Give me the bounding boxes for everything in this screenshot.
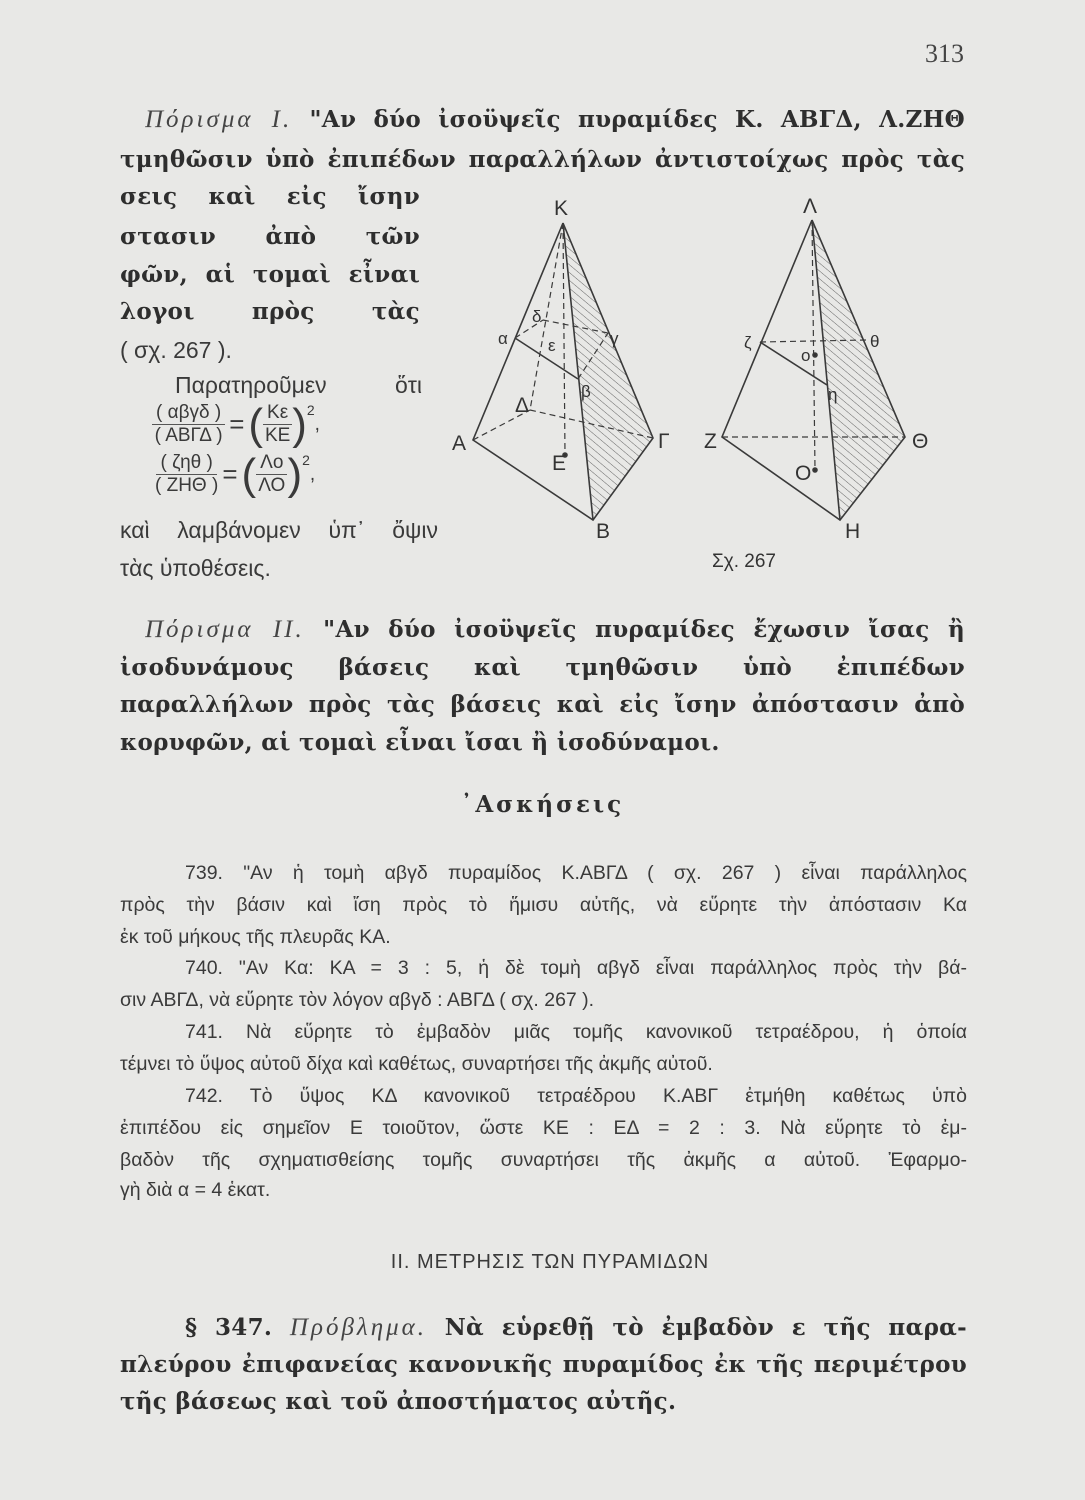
exercise-line: γὴ διὰ α = 4 ἑκατ. xyxy=(120,1179,271,1201)
hatched-face xyxy=(563,223,653,520)
label-K: Κ xyxy=(554,197,569,220)
exercise-line: ἐπιπέδου εἰς σημεῖον Ε τοιοῦτον, ὥστε ΚΕ : ΕΔ = 2 : 3. Νὰ εὕρητε τὸ ἐμ- xyxy=(120,1117,967,1139)
label-E: Ε xyxy=(552,452,567,475)
page-number: 313 xyxy=(925,39,964,68)
formula-1-rhs-den: ΚΕ xyxy=(264,425,291,446)
proof-line: τὰς ὑποθέσεις. xyxy=(120,555,271,581)
exercise-line: τέμνει τὸ ὕψος αὐτοῦ δίχα καὶ καθέτως, συναρτήσει τῆς ἀκμῆς αὐτοῦ. xyxy=(120,1053,713,1075)
label-L: Λ xyxy=(803,195,818,218)
label-g: γ xyxy=(610,329,619,348)
label-e: ε xyxy=(548,336,556,355)
equals: = xyxy=(222,459,238,489)
corollary-1-line xyxy=(145,102,965,138)
formula-2-lhs-den: ( ΖΗΘ ) xyxy=(155,475,219,496)
figure-caption: Σχ. 267 xyxy=(712,551,776,572)
figure-reference: ( σχ. 267 ). xyxy=(120,337,232,363)
proof-line: καὶ λαμβάνομεν ὑπ᾽ ὄψιν xyxy=(120,517,438,543)
section-heading: ΙΙ. ΜΕΤΡΗΣΙΣ ΤΩΝ ΠΥΡΑΜΙΔΩΝ xyxy=(390,1251,710,1273)
corollary-2-label: Πόρισμα II. xyxy=(145,616,305,643)
problem-label: Πρόβλημα. xyxy=(289,1314,428,1341)
formula-2-rhs-num: Λο xyxy=(256,452,287,475)
equals: = xyxy=(229,409,245,439)
problem-number: § 347. xyxy=(185,1314,273,1341)
label-z: ζ xyxy=(744,333,752,352)
exponent: 2 xyxy=(306,402,315,418)
label-O: Ο xyxy=(795,462,812,485)
label-b: β xyxy=(581,382,591,401)
label-A: Α xyxy=(452,432,467,455)
formula-1-lhs-den: ( ΑΒΓΔ ) xyxy=(154,425,223,446)
corollary-2-line: ἰσοδυνάμους βάσεις καὶ τμηθῶσιν ὑπὸ ἐπιπέδων xyxy=(120,654,965,681)
corollary-2-text: "Αν δύο ἰσοϋψεῖς πυραμίδες ἔχωσιν ἴσας ἢ xyxy=(323,616,965,643)
label-H: Η xyxy=(845,520,861,543)
problem-line: τῆς βάσεως καὶ τοῦ ἀποστήματος αὐτῆς. xyxy=(120,1388,677,1415)
exercise-line: βαδὸν τῆς σχηματισθείσης τομῆς συναρτήσει τῆς ἀκμῆς α αὐτοῦ. Ἐφαρμο- xyxy=(120,1149,967,1171)
formula-2-lhs-num: ( ζηθ ) xyxy=(156,452,216,475)
comma: , xyxy=(314,413,320,435)
exercise-line: πρὸς τὴν βάσιν καὶ ἴση πρὸς τὸ ἥμισυ αὐτῆς, νὰ εὕρητε τὴν ἀπόστασιν Κα xyxy=(120,894,967,916)
proof-that: ὅτι xyxy=(395,372,422,398)
proof-observe: Παρατηροῦμεν xyxy=(175,372,327,398)
label-a: α xyxy=(498,329,508,348)
formula-1-rhs-num: Κε xyxy=(263,402,292,425)
formula-2-rhs-den: ΛΟ xyxy=(258,475,286,496)
exercise-line: 740. "Αν Κα: ΚΑ = 3 : 5, ἡ δὲ τομὴ αβγδ εἶναι παράλληλος πρὸς τὴν βά- xyxy=(185,957,967,979)
exercise-line: σιν ΑΒΓΔ, νὰ εὕρητε τὸν λόγον αβγδ : ΑΒΓΔ ( σχ. 267 ). xyxy=(120,989,595,1011)
corollary-1-line: λογοι πρὸς τὰς xyxy=(120,298,420,325)
exponent: 2 xyxy=(302,452,310,468)
label-Z: Ζ xyxy=(704,430,717,453)
corollary-1-line: σεις καὶ εἰς ἴσην xyxy=(120,183,420,210)
exercises-title: ᾿Ασκήσεις xyxy=(460,791,625,818)
corollary-1-label: Πόρισμα I. xyxy=(145,106,293,133)
label-h: η xyxy=(828,385,838,404)
problem-line xyxy=(185,1310,967,1346)
label-D: Δ xyxy=(515,394,530,417)
label-Th: Θ xyxy=(912,430,929,453)
label-B: Β xyxy=(596,520,611,543)
problem-text: Νὰ εὑρεθῇ τὸ ἐμβαδὸν ε τῆς παρα- xyxy=(444,1314,967,1341)
corollary-1-line: στασιν ἀπὸ τῶν xyxy=(120,223,420,250)
formula-1: $\frac{\text{( αβγδ )}}{\text{( ΑΒΓΔ )}}$ = ( $\frac{K\varepsilon}{KE}$ ) 2 , xyxy=(152,402,320,447)
comma: , xyxy=(309,463,316,485)
formula-2: $\frac{\text{( ζηθ )}}{\text{( ΖΗΘ )}}$ = ( $\frac{\Lambda o}{\Lambda O}$ ) 2 , xyxy=(155,449,316,499)
formula-1-lhs-num: ( αβγδ ) xyxy=(152,402,225,425)
label-G: Γ xyxy=(658,430,670,453)
label-o: ο xyxy=(801,346,811,365)
corollary-2-line xyxy=(145,612,965,648)
corollary-1-text: "Αν δύο ἰσοϋψεῖς πυραμίδες Κ. ΑΒΓΔ, Λ.ΖΗΘ xyxy=(309,106,965,133)
label-d: δ xyxy=(532,307,542,326)
label-th: θ xyxy=(870,332,880,351)
corollary-1-line: τμηθῶσιν ὑπὸ ἐπιπέδων παραλλήλων ἀντιστοίχως πρὸς τὰς xyxy=(120,146,965,173)
exercise-line: 741. Νὰ εὕρητε τὸ ἐμβαδὸν μιᾶς τομῆς κανονικοῦ τετραέδρου, ἡ ὁποία xyxy=(185,1021,967,1043)
corollary-1-line: φῶν, αἱ τομαὶ εἶναι xyxy=(120,261,420,288)
corollary-2-line: κορυφῶν, αἱ τομαὶ εἶναι ἴσαι ἢ ἰσοδύναμοι. xyxy=(120,729,720,756)
exercise-line: 742. Τὸ ὕψος ΚΔ κανονικοῦ τετραέδρου Κ.ΑΒΓ ἐτμήθη καθέτως ὑπὸ xyxy=(185,1085,967,1107)
corollary-2-line: παραλλήλων πρὸς τὰς βάσεις καὶ εἰς ἴσην ἀπόστασιν ἀπὸ xyxy=(120,691,965,718)
exercise-line: 739. "Αν ἡ τομὴ αβγδ πυραμίδος Κ.ΑΒΓΔ ( σχ. 267 ) εἶναι παράλληλος xyxy=(185,862,967,884)
exercise-line: ἐκ τοῦ μήκους τῆς πλευρᾶς ΚΑ. xyxy=(120,926,391,948)
figure-267-pyramids xyxy=(440,180,980,580)
problem-line: πλεύρου ἐπιφανείας κανονικῆς πυραμίδος ἐκ τῆς περιμέτρου xyxy=(120,1351,967,1378)
